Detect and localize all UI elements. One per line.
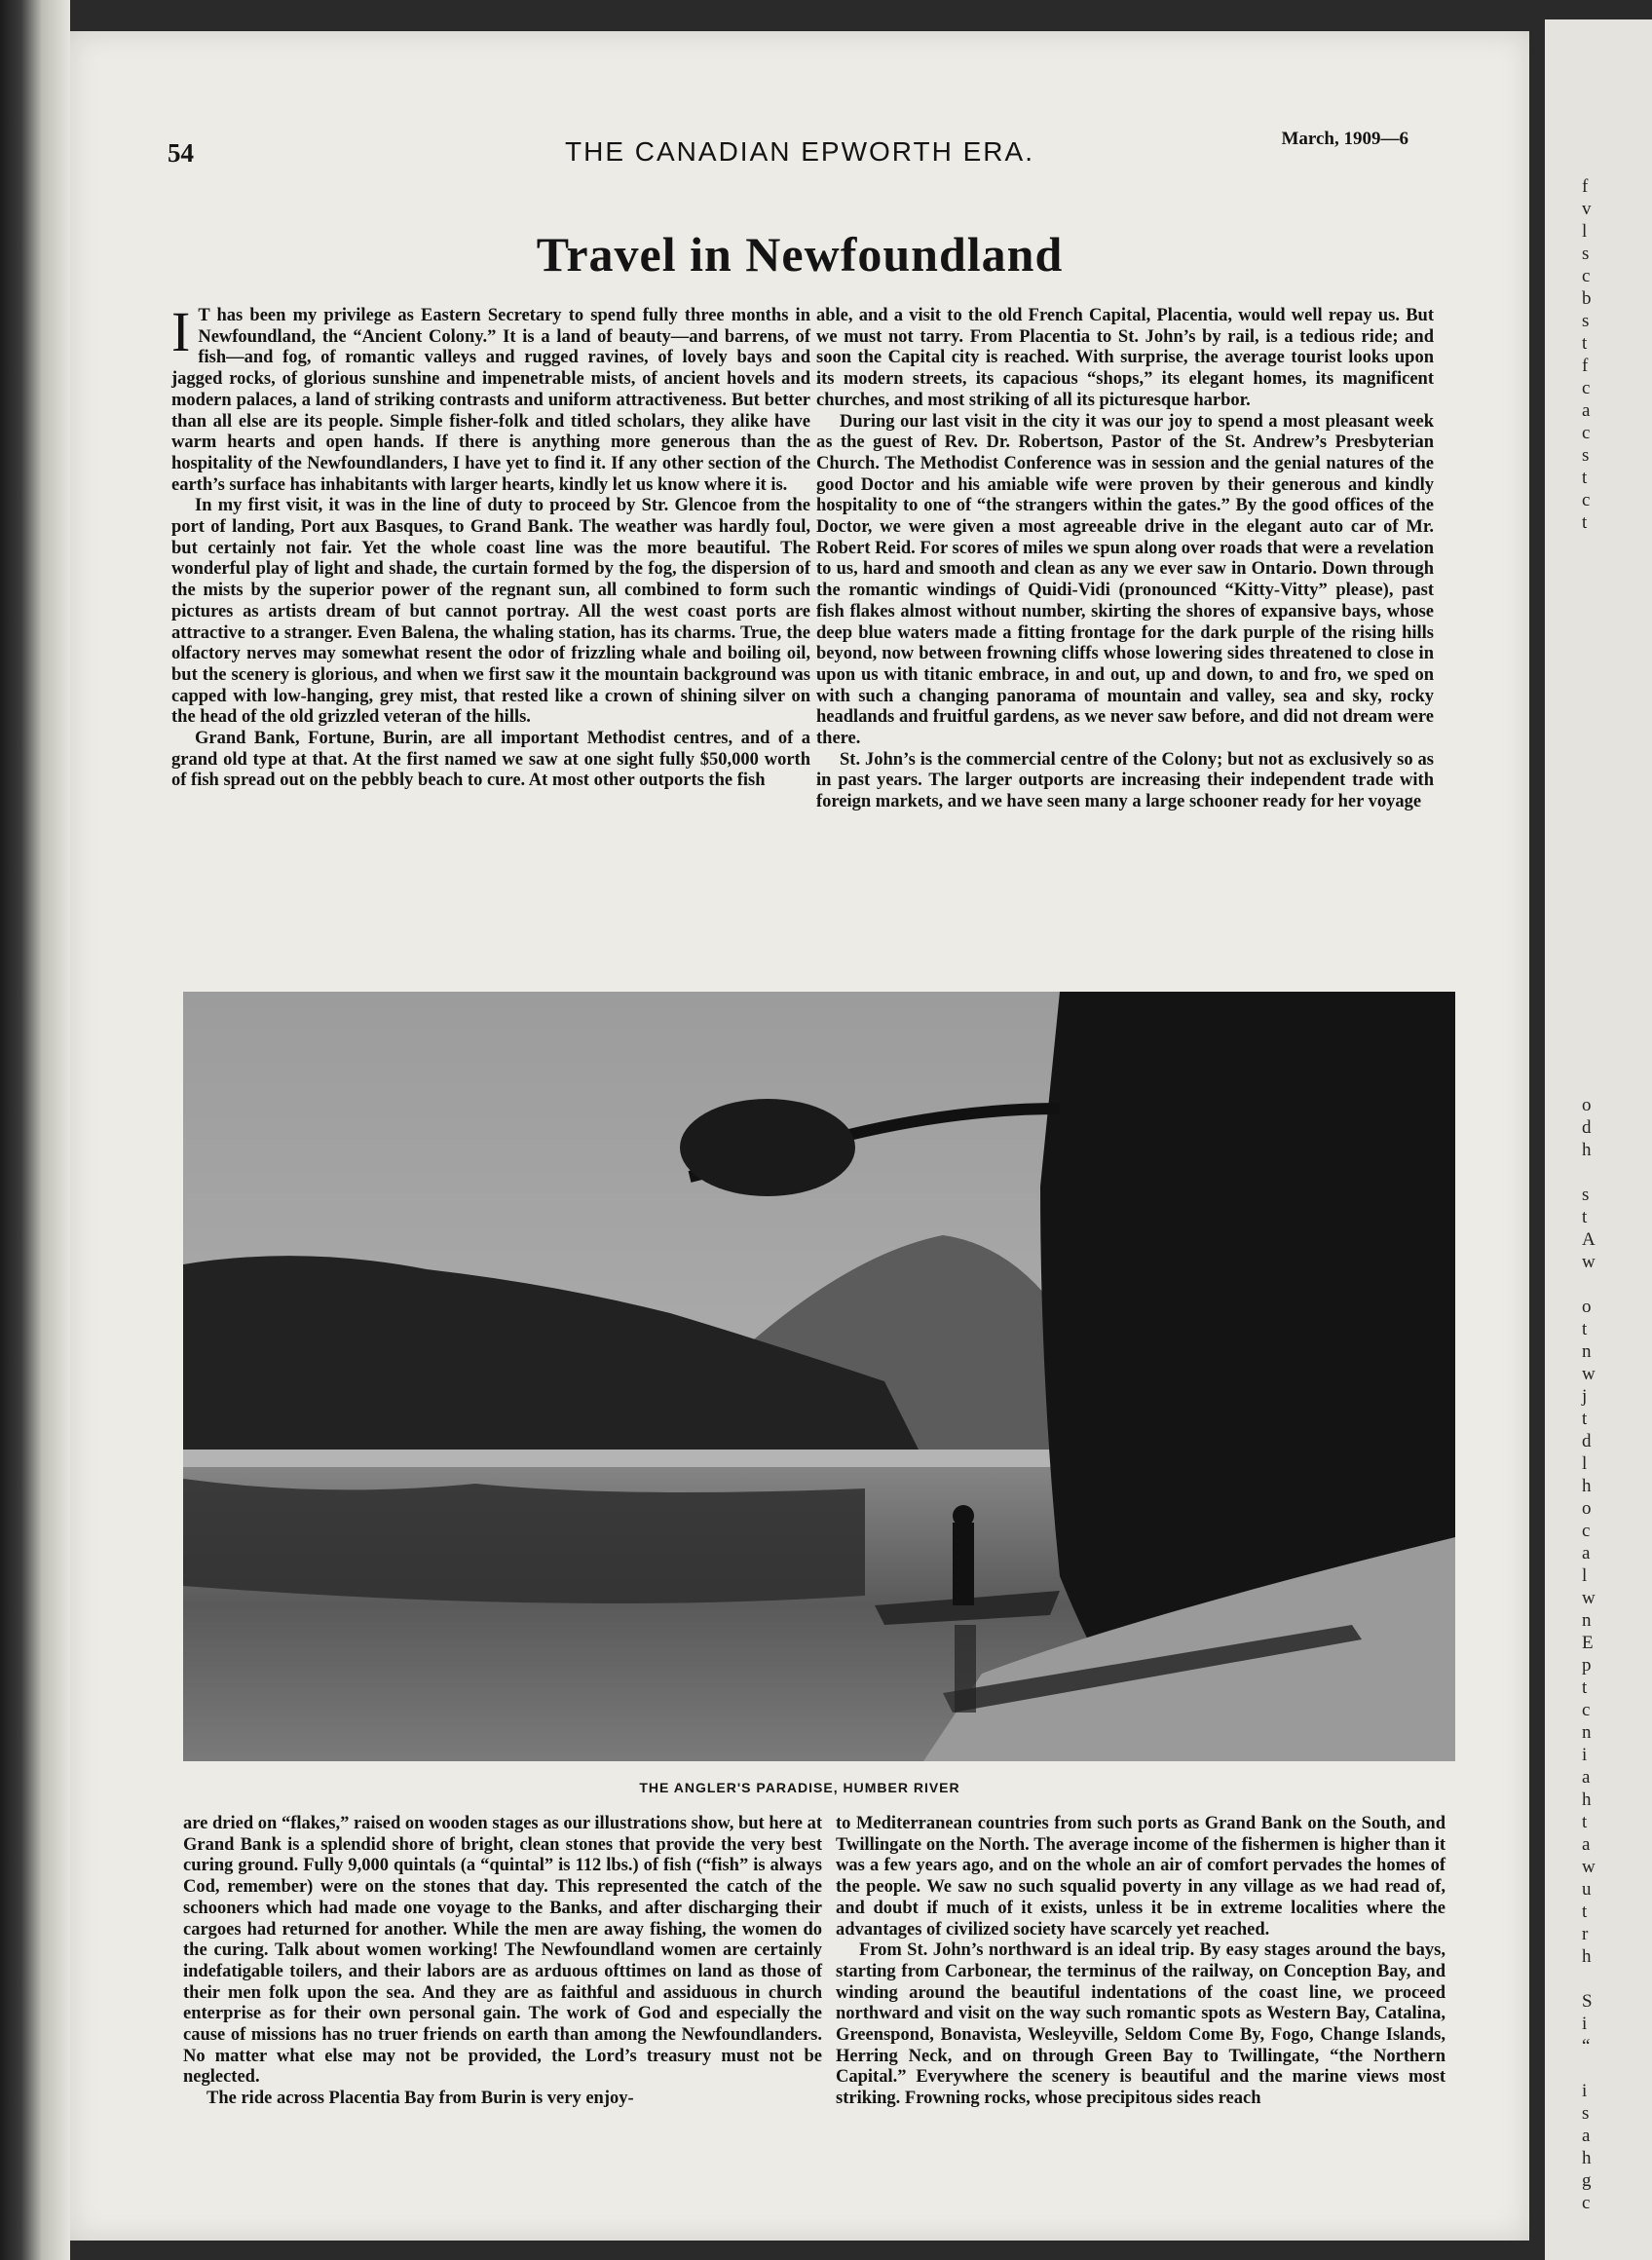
book-spine bbox=[0, 0, 70, 2260]
column-right-top bbox=[816, 306, 1434, 813]
paragraph: to Mediterranean countries from such ports as Grand Bank on the South, and Twillingate on the North. The average income of the fishermen is higher than it was a few years ago, and on the whole an air of comfort pervades the homes of the people. We saw no such squalid poverty in any village as we had read of, and doubt if much of it exists, unless it be in extreme localities where the advantages of civilized society have scarcely yet reached. bbox=[836, 1814, 1446, 1940]
angler-reflection bbox=[955, 1625, 976, 1713]
column-left-bottom bbox=[183, 1814, 822, 2110]
adjacent-page-edge bbox=[1545, 19, 1652, 2260]
river-scene-image bbox=[183, 992, 1455, 1761]
drop-cap: I bbox=[171, 300, 191, 363]
angler-head bbox=[953, 1505, 974, 1526]
paragraph: able, and a visit to the old French Capital, Placentia, would well repay us. But we must not tarry. From Placentia to St. John’s by rail, is a tedious ride; and soon the Capital city is reached. With surprise, the average tourist looks upon its modern streets, its capacious “shops,” its elegant homes, its magnificent churches, and most striking of all its picturesque harbor. bbox=[816, 306, 1434, 410]
paragraph: St. John’s is the commercial centre of the Colony; but not as exclusively so as in past years. The larger outports are increasing their independent trade with foreign markets, and we have seen many a large schooner ready for her voyage bbox=[816, 749, 1434, 812]
paragraph: The ride across Placentia Bay from Burin is very enjoy- bbox=[206, 2089, 634, 2109]
tree-canopy bbox=[680, 1099, 855, 1196]
column-left-top bbox=[171, 300, 810, 792]
paragraph: From St. John’s northward is an ideal trip. By easy stages around the bays, starting from Carbonear, the terminus of the railway, on Conception Bay, and winding around the beautiful indentations of the coast line, we proceed northward and visit on the way such romantic spots as Western Bay, Catalina, Greenspond, Bonavista, Wesleyville, Seldom Come By, Fogo, Change Islands, Herring Neck, and on through Green Bay to Twillingate, “the Northern Capital.” Everywhere the scenery is beautiful and the marine views most striking. Frowning rocks, whose precipitous sides reach bbox=[836, 1940, 1446, 2109]
paragraph: are dried on “flakes,” raised on wooden stages as our illustrations show, but here at Grand Bank is a splendid shore of bright, clean stones that provide the very best curing ground. Fully 9,000 quintals (a “quintal” is 112 lbs.) of fish (“fish” is always Cod, remember) were on the stones that day. This represented the catch of the schooners which had made one voyage to the Banks, and after discharging their cargoes had returned for another. While the men are away fishing, the women do the curing. Talk about women working! The Newfoundland women are certainly indefatigable toilers, and their labors are as arduous ofttimes on land as those of their men folk upon the sea. And they are as faithful and assiduous in church enterprise as for their own personal gain. The work of God and especially the cause of missions has no truer friends on earth than among the Newfoundlanders. No matter what else may not be provided, the Lord’s treasury must not be neglected. bbox=[183, 1814, 822, 2088]
magazine-page bbox=[70, 31, 1529, 2241]
paragraph: Grand Bank, Fortune, Burin, are all important Methodist centres, and of a grand old type at that. At the first named we saw at one sight fully $50,000 worth of fish spread out on the pebbly beach to cure. At most other outports the fish bbox=[171, 729, 810, 791]
far-shore bbox=[183, 1450, 1060, 1467]
river-photograph bbox=[183, 992, 1455, 1761]
paragraph: In my first visit, it was in the line of duty to proceed by Str. Glencoe from the port of landing, Port aux Basques, to Grand Bank. The weather was hardly foul, but certainly not fair. Yet the whole coast line was the more beautiful. The wonderful play of light and shade, the curtain formed by the fog, the dispersion of the mists by the superior power of the regnant sun, all combined to form such pictures as artists dream of but cannot portray. All the west coast ports are attractive to a stranger. Even Balena, the whaling station, has its charms. True, the olfactory nerves may somewhat resent the odor of frizzling whale and boiling oil, but the scenery is glorious, and when we first saw it the mountain background was capped with low-hanging, grey mist, that rested like a crown of shining silver on the head of the old grizzled veteran of the hills. bbox=[171, 496, 810, 728]
page-number: 54 bbox=[168, 138, 194, 168]
forest-reflection bbox=[183, 1479, 865, 1603]
paragraph: I T has been my privilege as Eastern Secretary to spend fully three months in Newfoundland, the “Ancient Colony.” It is a land of beauty—and barrens, of fish—and fog, of romantic valleys and rugged ravines, of lovely bays and jagged rocks, of glorious sunshine and impenetrable mists, of ancient hovels and modern palaces, a land of striking contrasts and uniform attractiveness. But better than all else are its people. Simple fisher-folk and titled scholars, they alike have warm hearts and open hands. If there is anything more generous than the hospitality of the Newfoundlanders, I have yet to find it. If any other section of the earth’s surface has inhabitants with larger hearts, kindly let us know where it is. bbox=[171, 300, 810, 495]
photo-caption: THE ANGLER'S PARADISE, HUMBER RIVER bbox=[639, 1780, 960, 1795]
column-right-bottom bbox=[836, 1814, 1446, 2110]
adjacent-page-text-fragments: f v l s c b s t f c a c s t c t o d h s t A w o t n w j t d l h o c a l w n E p t c n i a h t a w u t r h S i “ i s a h g c bbox=[1582, 176, 1596, 2213]
paragraph: During our last visit in the city it was our joy to spend a most pleasant week as the guest of Rev. Dr. Robertson, Pastor of the St. Andrew’s Presbyterian Church. The Methodist Conference was in session and the genial natures of the good Doctor and his amiable wife were proven by their generous and kindly hospitality to one of “the strangers within the gates.” By the good offices of the Doctor, we were given a most agreeable drive in the elegant auto car of Mr. Robert Reid. For scores of miles we spun along over roads that were a revelation to us, hard and smooth and clean as any we ever saw in Ontario. Down through the romantic windings of Quidi-Vidi (pronounced “Kitty-Vitty” please), past fish flakes almost without number, skirting the shores of expansive bays, whose deep blue waters made a fitting frontage for the dark purple of the rising hills beyond, now between frowning cliffs whose lowering sides threatened to close in upon us with titanic embrace, in and out, up and down, to and fro, we sped on with such a changing panorama of mountain and valley, sea and sky, rocky headlands and fruitful gardens, as we never saw before, and did not dream were there. bbox=[816, 411, 1434, 749]
angler-figure bbox=[953, 1523, 974, 1605]
article-title: Travel in Newfoundland bbox=[536, 227, 1064, 282]
issue-date: March, 1909—6 bbox=[1281, 129, 1408, 149]
page-header bbox=[70, 129, 1529, 175]
publication-title: THE CANADIAN EPWORTH ERA. bbox=[565, 136, 1034, 167]
